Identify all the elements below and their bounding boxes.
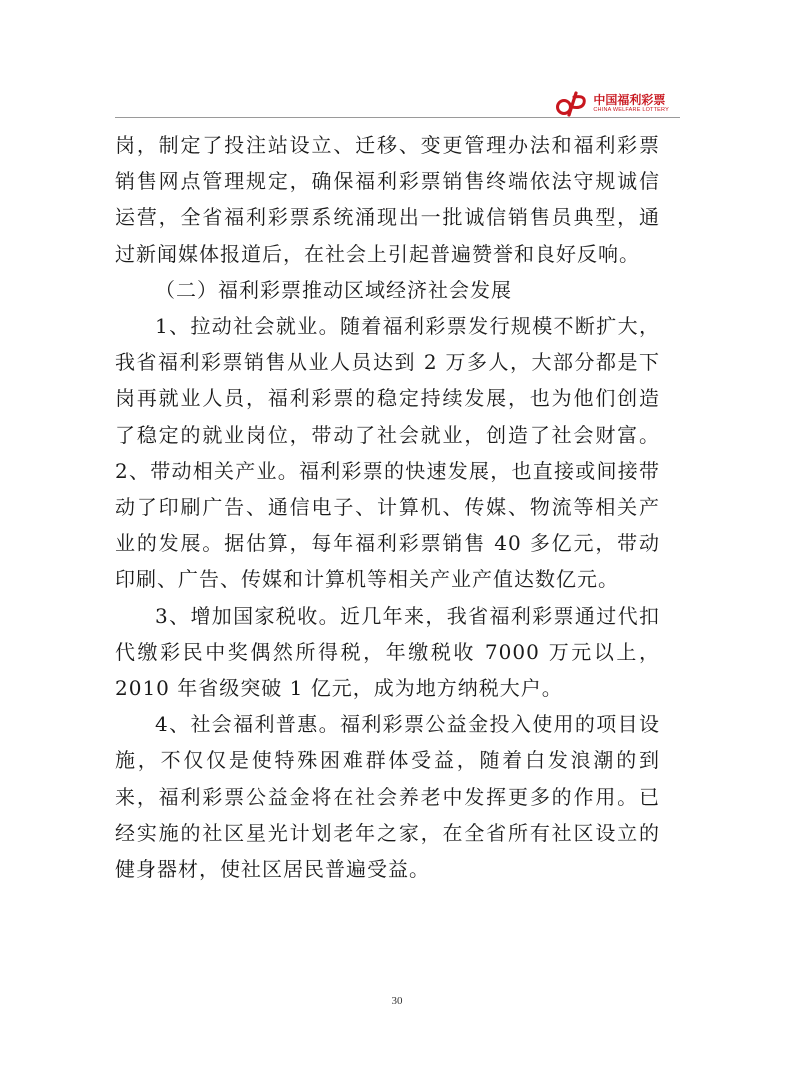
page-number: 30 bbox=[391, 995, 403, 1007]
header-logo bbox=[555, 91, 669, 117]
logo-english-name: CHINA WELFARE LOTTERY bbox=[593, 107, 669, 114]
logo-chinese-name: 中国福利彩票 bbox=[593, 93, 666, 108]
welfare-lottery-logo-icon bbox=[555, 91, 589, 117]
paragraph-continuation: 岗，制定了投注站设立、迁移、变更管理办法和福利彩票销售网点管理规定，确保福利彩票销售终端依法守规诚信运营，全省福利彩票系统涌现出一批诚信销售员典型，通过新闻媒体报道后，在社会上引起普遍赞誉和良好反响。 bbox=[115, 133, 660, 266]
paragraph-welfare: 4、社会福利普惠。福利彩票公益金投入使用的项目设施，不仅仅是使特殊困难群体受益，随着白发浪潮的到来，福利彩票公益金将在社会养老中发挥更多的作用。已经实施的社区星光计划老年之家，在全省所有社区设立的健身器材，使社区居民普遍受益。 bbox=[115, 712, 660, 882]
document-body bbox=[115, 127, 660, 887]
paragraph-employment: 1、拉动社会就业。随着福利彩票发行规模不断扩大，我省福利彩票销售从业人员达到 2 万多人，大部分都是下岗再就业人员，福利彩票的稳定持续发展，也为他们创造了稳定的就业岗位，带动了社会就业，创造了社会财富。2、带动相关产业。福利彩票的快速发展，也直接或间接带动了印刷广告、通信电子、计算机、传媒、物流等相关产业的发展。据估算，每年福利彩票销售 40 多亿元，带动印刷、广告、传媒和计算机等相关产业产值达数亿元。 bbox=[115, 314, 660, 592]
header-divider bbox=[115, 117, 680, 118]
section-heading: （二）福利彩票推动区域经济社会发展 bbox=[155, 277, 512, 302]
logo-text bbox=[593, 94, 669, 114]
paragraph-tax: 3、增加国家税收。近几年来，我省福利彩票通过代扣代缴彩民中奖偶然所得税，年缴税收 7000 万元以上，2010 年省级突破 1 亿元，成为地方纳税大户。 bbox=[115, 603, 660, 701]
